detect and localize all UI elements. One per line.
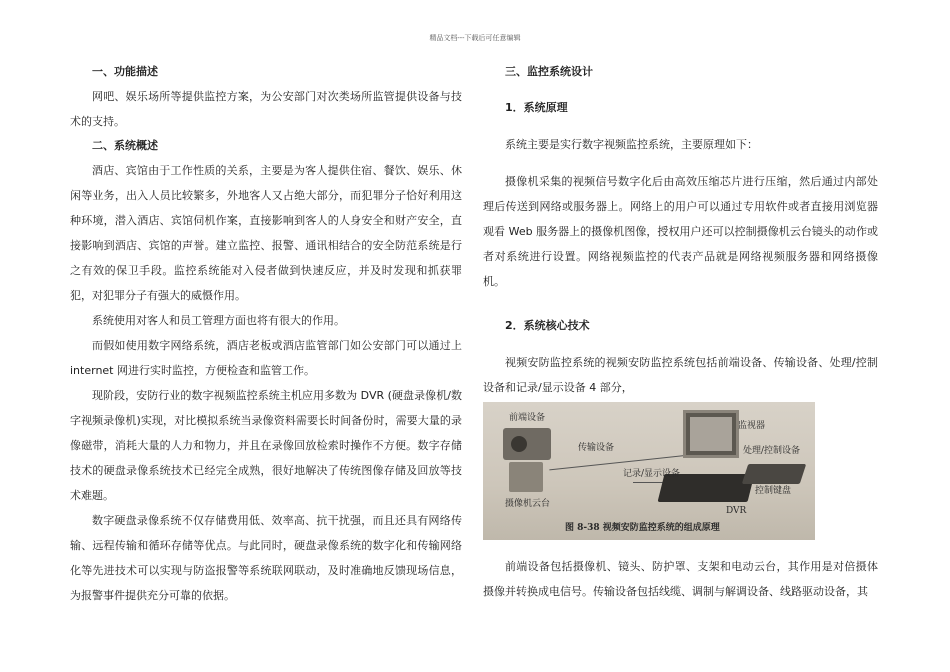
label-record: 记录/显示设备	[623, 469, 681, 479]
paragraph: 摄像机采集的视频信号数字化后由高效压缩芯片进行压缩，然后通过内部处理后传送到网络或服务器上。网络上的用户可以通过专用软件或者直接用浏览器观看 Web 服务器上的摄像机图像，授权用户还可以控制摄像机云台镜头的动作或者对系统进行设置。网络视频监控的代表产品就是网络视频服务器和网络摄像机。	[483, 175, 878, 288]
paragraph: 系统使用对客人和员工管理方面也将有很大的作用。	[92, 314, 345, 327]
label-dvr: DVR	[726, 506, 747, 516]
figure-caption: 图 8-38 视频安防监控系统的组成原理	[565, 523, 720, 533]
section-heading-function: 一、功能描述	[92, 65, 158, 78]
subsection-heading-principle: 1．系统原理	[505, 101, 568, 114]
control-keyboard-icon	[742, 464, 806, 484]
label-ptz: 摄像机云台	[505, 499, 551, 509]
camera-icon	[503, 428, 551, 460]
paragraph: 现阶段，安防行业的数字视频监控系统主机应用多数为 DVR (硬盘录像机/数字视频录像机)实现，对比模拟系统当录像资料需要长时间备份时，需要大量的录像磁带，消耗大量的人力和物力，并且在录像回放检索时操作不方便。数字存储技术的硬盘录像系统技术已经完全成熟，很好地解决了传统图像存储及回放等技术难题。	[70, 389, 462, 502]
paragraph: 视频安防监控系统的视频安防监控系统包括前端设备、传输设备、处理/控制设备和记录/显示设备 4 部分，	[483, 356, 878, 394]
label-process: 处理/控制设备	[743, 446, 801, 456]
label-keyboard: 控制键盘	[755, 486, 792, 496]
left-column	[70, 60, 462, 608]
page-header: 精品文档---下载后可任意编辑	[429, 34, 521, 42]
section-heading-overview: 二、系统概述	[92, 139, 158, 152]
label-transmit: 传输设备	[578, 443, 615, 453]
monitor-icon	[683, 410, 739, 458]
paragraph: 数字硬盘录像系统不仅存储费用低、效率高、抗干扰强，而且还具有网络传输、远程传输和循环存储等优点。与此同时，硬盘录像系统的数字化和传输网络化等先进技术可以实现与防盗报警等系统联网联动，及时准确地反馈现场信息，为报警事件提供充分可靠的依据。	[70, 514, 462, 602]
paragraph: 系统主要是实行数字视频监控系统，主要原理如下：	[505, 138, 758, 151]
section-heading-design: 三、监控系统设计	[505, 65, 593, 78]
label-monitor: 监视器	[738, 421, 766, 431]
label-front: 前端设备	[509, 413, 546, 423]
paragraph: 而假如使用数字网络系统，酒店老板或酒店监管部门如公安部门可以通过上 internet 网进行实时监控，方便检查和监管工作。	[70, 339, 462, 377]
pan-tilt-icon	[509, 462, 543, 492]
right-column	[483, 60, 878, 604]
paragraph: 酒店、宾馆由于工作性质的关系，主要是为客人提供住宿、餐饮、娱乐、休闲等业务，出入人员比较繁多，外地客人又占绝大部分，而犯罪分子恰好利用这种环境，潜入酒店、宾馆伺机作案，直接影响到客人的人身安全和财产安全，直接影响到酒店、宾馆的声誉。建立监控、报警、通讯相结合的安全防范系统是行之有效的保卫手段。监控系统能对入侵者做到快速反应，并及时发现和抓获罪犯，对犯罪分子有强大的威慑作用。	[70, 164, 462, 302]
monitor-screen	[690, 417, 732, 451]
paragraph: 网吧、娱乐场所等提供监控方案，为公安部门对次类场所监管提供设备与技术的支持。	[70, 90, 462, 128]
paragraph: 前端设备包括摄像机、镜头、防护罩、支架和电动云台，其作用是对倍摄体摄像并转换成电信号。传输设备包括线缆、调制与解调设备、线路驱动设备，其	[483, 560, 878, 598]
system-diagram-photo	[483, 402, 815, 540]
subsection-heading-core-tech: 2．系统核心技术	[505, 319, 590, 332]
camera-lens	[511, 436, 527, 452]
